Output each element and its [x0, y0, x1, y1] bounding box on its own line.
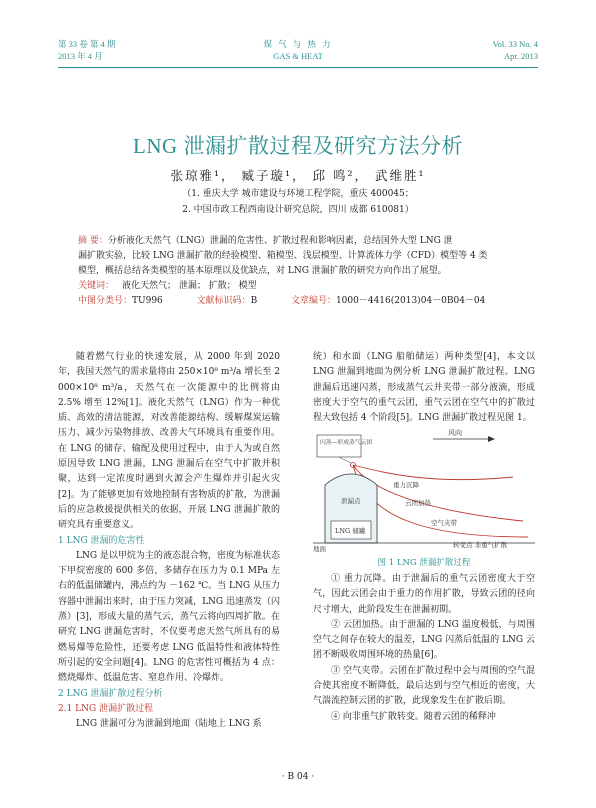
- article-number: 1000－4416(2013)04－0B04－04: [335, 296, 486, 306]
- section-2-1-heading: 2.1 LNG 泄漏扩散过程: [58, 703, 154, 714]
- heating-label: 云团加热: [405, 499, 431, 507]
- stage-2-paragraph: ② 云团加热。由于泄漏的 LNG 温度极低，与周围空气之间存在较大的温差，LNG 闪蒸后低温的 LNG 云团不断吸收周围环境的热量[6]。: [313, 619, 535, 661]
- affiliation-1: （1. 重庆大学 城市建设与环境工程学院，重庆 400045；: [182, 189, 414, 199]
- ground-label: 地面: [313, 545, 326, 553]
- left-column: [58, 350, 280, 732]
- gravity-label: 重力沉降: [393, 481, 419, 489]
- cloud-label: 闪蒸—形成蒸气云团: [320, 440, 373, 446]
- intro-paragraph: 随着燃气行业的快速发展，从 2000 年到 2020 年，我国天然气的需求量将由 250×10⁸ m³/a 增长至 2 000×10⁸ m³/a，天然气在一次能源中的比例将由 2.5% 增至 12%[1]。液化天然气（LNG）作为一种优质、高效的清洁能源，对改善能源结构、缓解煤炭运输压力、减少污染物排放、改善大气环境具有重要作用。在 LNG 的储存、输配及使用过程中，由于人为或自然原因导致 LNG 泄漏，LNG 泄漏后在空气中扩散并积聚，达到一定浓度时遇到火源会产生爆炸并引起火灾[2]。为了能够更加有效地控制有害物质的扩散，为泄漏后的应急救援提供相关的依据，开展 LNG 泄漏扩散的研究具有重要意义。: [58, 352, 280, 531]
- figure-caption: 图 1 LNG 泄漏扩散过程: [377, 558, 471, 568]
- header-rule: [58, 67, 538, 68]
- stage-1-paragraph: ① 重力沉降。由于泄漏后的重气云团密度大于空气，因此云团会由于重力的作用扩散，导致云团的径向尺寸增大，此阶段发生在泄漏初期。: [313, 574, 535, 615]
- transition-label: 转变点 非重气扩散: [453, 541, 508, 549]
- section-1-paragraph: LNG 是以甲烷为主的液态混合物，密度为标准状态下甲烷密度的 600 多倍，多储存在压力为 0.1 MPa 左右的低温储罐内，沸点约为 －162 ℃。当 LNG 从压力容器中泄漏出来时，由于压力突减，LNG 迅速蒸发（闪蒸）[3]，形成大量的蒸气云，蒸气云将向四周扩散。在研究 LNG 泄漏危害时，不仅要考虑天然气所具有的易燃易爆等危险性，还要考虑 LNG 低温特性和液体特性所引起的安全问题[4]。LNG 的危害性可概括为 4 点：燃烧爆炸、低温危害、窒息作用、冷爆炸。: [58, 550, 280, 684]
- volume-issue: 第 33 卷 第 4 期: [58, 39, 116, 49]
- right-column-top: [313, 350, 535, 426]
- classification-line: [78, 294, 518, 309]
- journal-name-cn: 煤 气 与 热 力: [263, 39, 333, 49]
- volume-issue-en: Vol. 33 No. 4: [492, 39, 538, 49]
- paper-title: LNG 泄漏扩散过程及研究方法分析: [133, 134, 463, 158]
- journal-name-en: GAS & HEAT: [273, 51, 323, 61]
- abstract-line-3: 模型，概括总结各类模型的基本原理以及优缺点，对 LNG 泄漏扩散的研究方向作出了展望。: [78, 266, 447, 276]
- doc-code: B: [250, 296, 258, 306]
- clc-code: TU996: [132, 296, 163, 306]
- keywords-line: [78, 279, 518, 294]
- doc-code-label: 文献标识码：: [196, 296, 251, 306]
- abstract-line-2: 漏扩散实验，比较 LNG 泄漏扩散的经验模型、箱模型、浅层模型、计算流体力学（CFD）模型等 4 类: [78, 251, 488, 261]
- paper-authors: 张琼雅¹， 臧子璇¹， 邱 鸣²， 武维胜¹: [170, 168, 426, 183]
- right-column-bottom: [313, 572, 535, 725]
- tank-label: LNG 储罐: [335, 527, 366, 535]
- wind-label: 风向: [448, 429, 462, 437]
- journal-volume-en: [493, 38, 538, 62]
- issue-date: 2013 年 4 月: [58, 51, 103, 61]
- clc-label: 中图分类号：: [78, 296, 133, 306]
- entrain-label: 空气夹带: [431, 519, 457, 527]
- abstract: [78, 234, 518, 309]
- leak-point-label: 泄漏点: [341, 497, 361, 505]
- affiliation-2: 2. 中国市政工程西南设计研究总院，四川 成都 610081）: [182, 205, 414, 215]
- issue-date-en: Apr. 2013: [504, 51, 538, 61]
- right-paragraph-1: 统）和水面（LNG 船舶储运）两种类型[4]，本文以 LNG 泄漏到地面为例分析 LNG 泄漏扩散过程。LNG 泄漏后迅速闪蒸，形成蒸气云并夹带一部分液滴，形成密度大于空气的重气云团，重气云团在空气中的扩散过程大致包括 4 个阶段[5]。LNG 泄漏扩散过程见图 1。: [313, 352, 535, 424]
- stage-4-paragraph: ④ 向非重气扩散转变。随着云团的稀释冲: [331, 711, 496, 722]
- section-2-heading: 2 LNG 泄漏扩散过程分析: [58, 688, 163, 699]
- article-number-label: 文章编号：: [290, 296, 336, 306]
- section-2-1-paragraph: LNG 泄漏可分为泄漏到地面（陆地上 LNG 系: [76, 719, 262, 730]
- page-number: · B 04 ·: [281, 772, 315, 782]
- stage-3-paragraph: ③ 空气夹带。云团在扩散过程中会与周围的空气混合使其密度不断降低，最后达到与空气相近的密度，大气湍流控制云团的扩散，此现象发生在扩散后期。: [313, 665, 535, 707]
- abstract-label: 摘 要：: [78, 236, 108, 246]
- section-1-heading: 1 LNG 泄漏的危害性: [58, 535, 145, 546]
- keywords: 液化天然气； 泄漏； 扩散； 模型: [122, 281, 257, 291]
- leak-diffusion-figure: [313, 425, 535, 553]
- abstract-line-1: [78, 234, 518, 249]
- abstract-text-1: 分析液化天然气（LNG）泄漏的危害性、扩散过程和影响因素，总结国外大型 LNG 泄: [107, 236, 453, 246]
- keywords-label: 关键词：: [78, 281, 115, 291]
